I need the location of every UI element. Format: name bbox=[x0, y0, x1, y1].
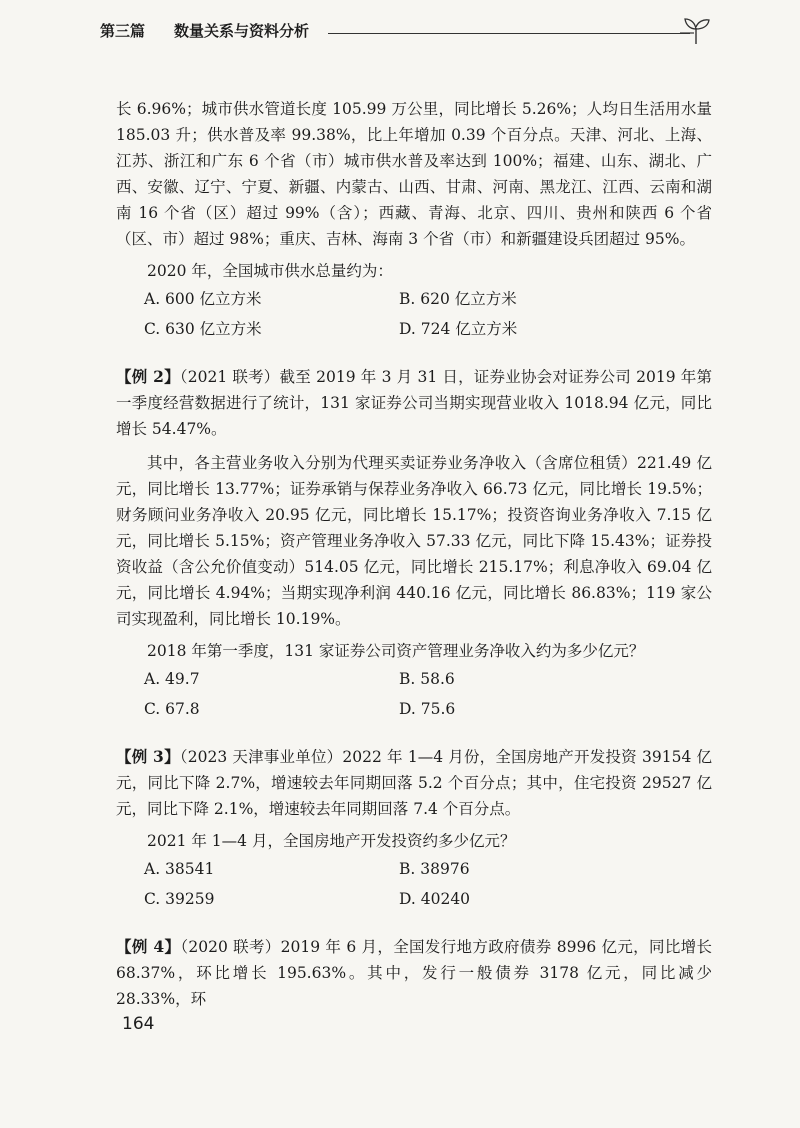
page-body bbox=[116, 96, 712, 1012]
body-paragraph: 其中，各主营业务收入分别为代理买卖证券业务净收入（含席位租赁）221.49 亿元，同比增长 13.77%；证券承销与保荐业务净收入 66.73 亿元，同比增长 19.5%；财务顾问业务净收入 20.95 亿元，同比增长 15.17%；投资咨询业务净收入 7.15 亿元，同比增长 5.15%；资产管理业务净收入 57.33 亿元，同比下降 15.43%；证券投资收益（含公允价值变动）514.05 亿元，同比增长 215.17%；利息净收入 69.04 亿元，同比增长 4.94%；当期实现净利润 440.16 亿元，同比增长 86.83%；119 家公司实现盈利，同比增长 10.19%。 bbox=[116, 454, 712, 628]
body-paragraph: 长 6.96%；城市供水管道长度 105.99 万公里，同比增长 5.26%；人均日生活用水量 185.03 升；供水普及率 99.38%，比上年增加 0.39 个百分点。天津、河北、上海、江苏、浙江和广东 6 个省（市）城市供水普及率达到 100%；福建、山东、湖北、广西、安徽、辽宁、宁夏、新疆、内蒙古、山西、甘肃、河南、黑龙江、江西、云南和湖南 16 个省（区）超过 99%（含）；西藏、青海、北京、四川、贵州和陕西 6 个省（区、市）超过 98%；重庆、吉林、海南 3 个省（市）和新疆建设兵团超过 95%。 bbox=[116, 100, 712, 248]
option-a: A. 49.7 bbox=[144, 670, 200, 688]
option-c: C. 630 亿立方米 bbox=[144, 320, 262, 338]
option-a: A. 38541 bbox=[144, 860, 215, 878]
option-c: C. 39259 bbox=[144, 890, 215, 908]
question-stem: 2020 年，全国城市供水总量约为： bbox=[147, 262, 393, 280]
example-text: （2021 联考）截至 2019 年 3 月 31 日，证券业协会对证券公司 2019 年第一季度经营数据进行了统计，131 家证券公司当期实现营业收入 1018.94 亿元，同比增长 54.47%。 bbox=[116, 368, 712, 438]
body-paragraph bbox=[116, 744, 712, 822]
header-rule bbox=[328, 33, 690, 34]
option-a: A. 600 亿立方米 bbox=[144, 290, 262, 308]
running-header bbox=[100, 16, 712, 48]
body-paragraph bbox=[116, 364, 712, 442]
header-chapter-title: 数量关系与资料分析 bbox=[174, 22, 310, 40]
option-b: B. 620 亿立方米 bbox=[399, 290, 517, 308]
example-text: （2020 联考）2019 年 6 月，全国发行地方政府债券 8996 亿元，同比增长 68.37%，环比增长 195.63%。其中，发行一般债券 3178 亿元，同比减少 28.33%，环 bbox=[116, 938, 712, 1008]
example-label: 【例 2】 bbox=[116, 367, 180, 386]
option-d: D. 40240 bbox=[399, 890, 471, 908]
answer-options bbox=[144, 284, 712, 344]
option-b: B. 58.6 bbox=[399, 670, 455, 688]
option-c: C. 67.8 bbox=[144, 700, 200, 718]
example-block-continued bbox=[116, 96, 712, 344]
example-label: 【例 3】 bbox=[116, 747, 180, 766]
example-text: （2023 天津事业单位）2022 年 1—4 月份，全国房地产开发投资 39154 亿元，同比下降 2.7%，增速较去年同期回落 5.2 个百分点；其中，住宅投资 29527 亿元，同比下降 2.1%，增速较去年同期回落 7.4 个百分点。 bbox=[116, 748, 712, 818]
option-b: B. 38976 bbox=[399, 860, 470, 878]
example-label: 【例 4】 bbox=[116, 937, 181, 956]
example-block-4 bbox=[116, 934, 712, 1012]
answer-options bbox=[144, 854, 712, 914]
question-stem: 2018 年第一季度，131 家证券公司资产管理业务净收入约为多少亿元？ bbox=[147, 642, 645, 660]
body-paragraph bbox=[116, 934, 712, 1012]
answer-options bbox=[144, 664, 712, 724]
page-number: 164 bbox=[122, 1014, 155, 1034]
example-block-3 bbox=[116, 744, 712, 914]
example-block-2 bbox=[116, 364, 712, 724]
question-stem: 2021 年 1—4 月，全国房地产开发投资约多少亿元？ bbox=[147, 832, 516, 850]
sprout-icon bbox=[680, 16, 712, 46]
header-part-label: 第三篇 bbox=[100, 22, 146, 40]
option-d: D. 724 亿立方米 bbox=[399, 320, 518, 338]
option-d: D. 75.6 bbox=[399, 700, 456, 718]
